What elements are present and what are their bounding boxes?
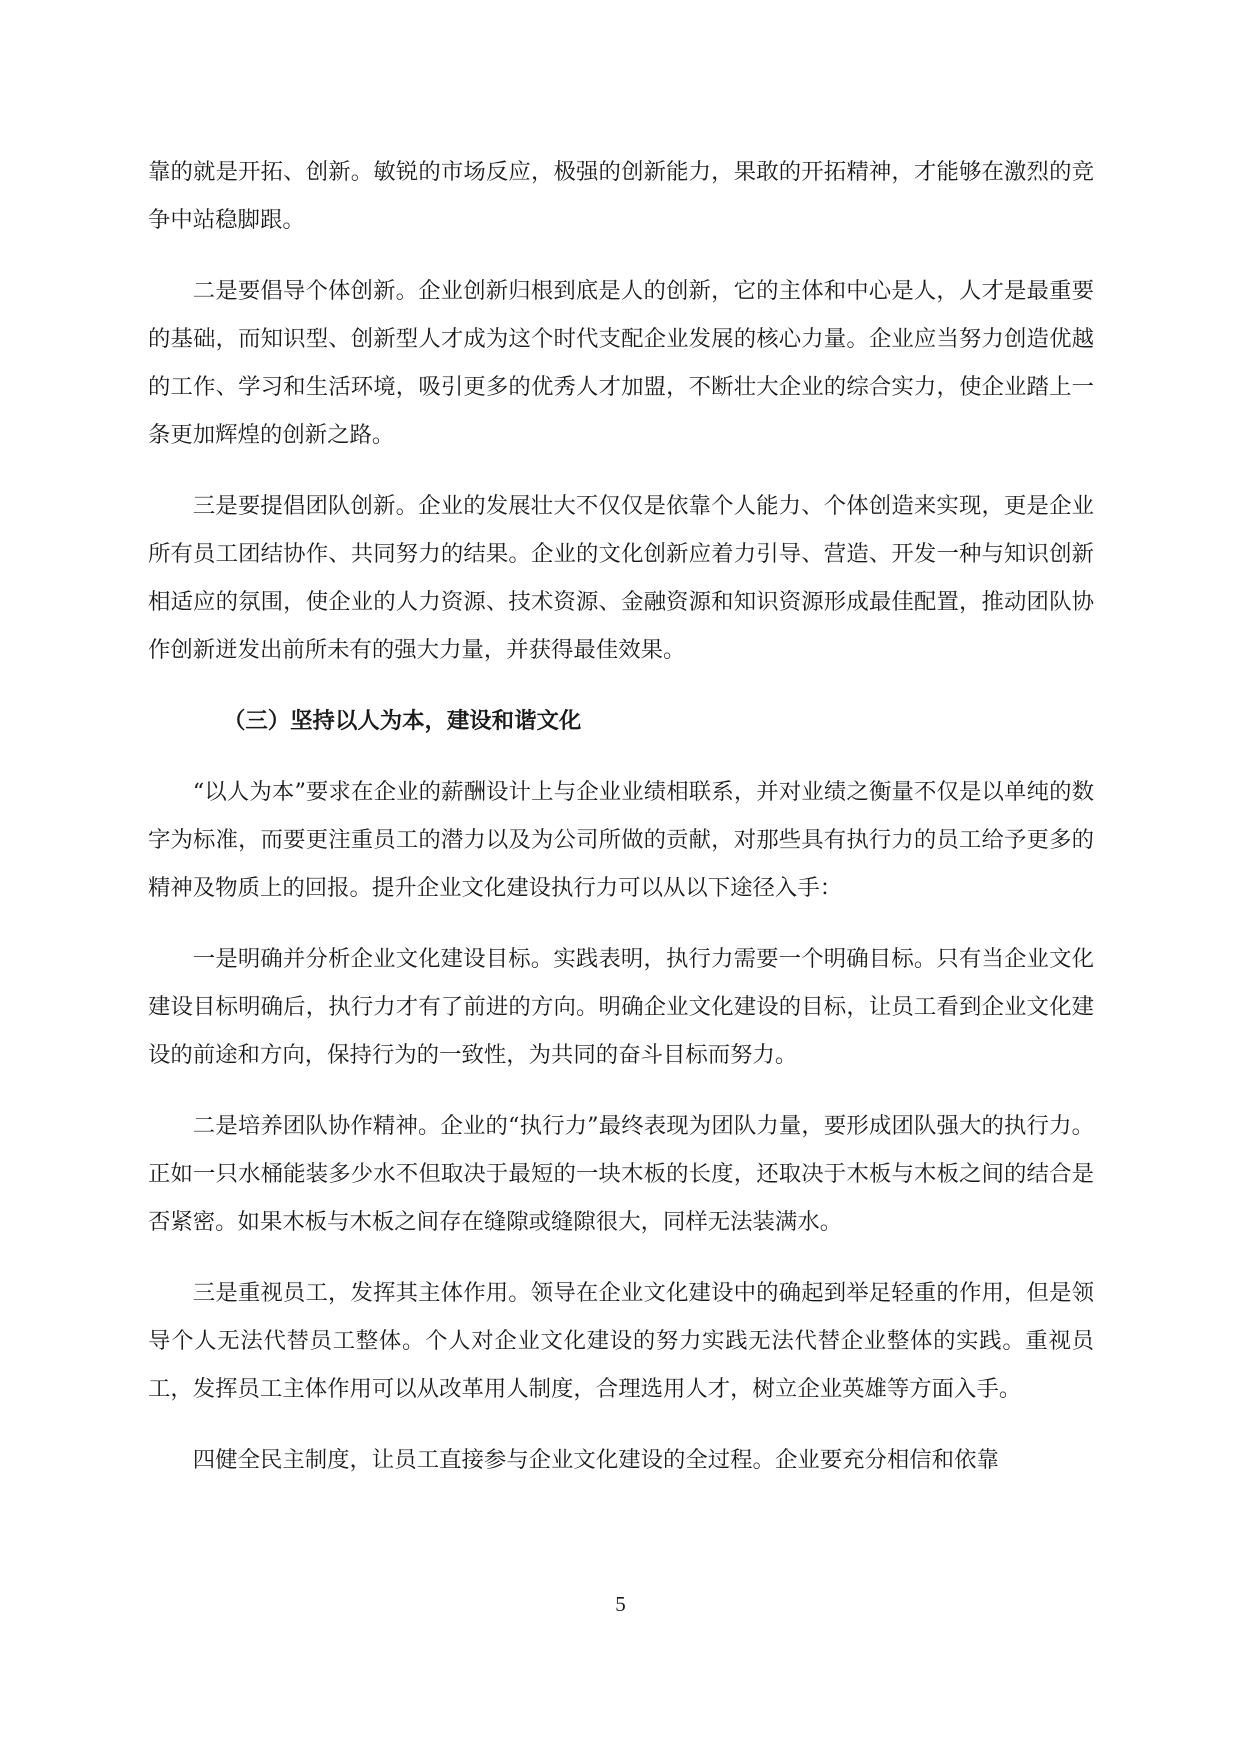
paragraph-individual-innovation: 二是要倡导个体创新。企业创新归根到底是人的创新，它的主体和中心是人，人才是最重要的基础，而知识型、创新型人才成为这个时代支配企业发展的核心力量。企业应当努力创造优越的工作、学习和生活环境，吸引更多的优秀人才加盟，不断壮大企业的综合实力，使企业踏上一条更加辉煌的创新之路。: [148, 278, 1094, 448]
paragraph-team-collaboration: 二是培养团队协作精神。企业的“执行力”最终表现为团队力量，要形成团队强大的执行力。正如一只水桶能装多少水不但取决于最短的一块木板的长度，还取决于木板与木板之间的结合是否紧密。如果木板与木板之间存在缝隙或缝隙很大，同样无法装满水。: [148, 1113, 1094, 1235]
paragraph-team-innovation: 三是要提倡团队创新。企业的发展壮大不仅仅是依靠个人能力、个体创造来实现，更是企业所有员工团结协作、共同努力的结果。企业的文化创新应着力引导、营造、开发一种与知识创新相适应的氛围，使企业的人力资源、技术资源、金融资源和知识资源形成最佳配置，推动团队协作创新迸发出前所未有的强大力量，并获得最佳效果。: [148, 493, 1094, 663]
page-number: 5: [615, 1592, 626, 1616]
document-body: [148, 148, 1094, 1507]
paragraph-value-employees: 三是重视员工，发挥其主体作用。领导在企业文化建设中的确起到举足轻重的作用，但是领导个人无法代替员工整体。个人对企业文化建设的努力实践无法代替企业整体的实践。重视员工，发挥员工主体作用可以从改革用人制度，合理选用人才，树立企业英雄等方面入手。: [148, 1280, 1094, 1402]
paragraph-continued-from-previous-page: 靠的就是开拓、创新。敏锐的市场反应，极强的创新能力，果敢的开拓精神，才能够在激烈的竞争中站稳脚跟。: [148, 159, 1094, 233]
paragraph-people-oriented: “以人为本”要求在企业的薪酬设计上与企业业绩相联系，并对业绩之衡量不仅是以单纯的数字为标准，而要更注重员工的潜力以及为公司所做的贡献，对那些具有执行力的员工给予更多的精神及物质上的回报。提升企业文化建设执行力可以从以下途径入手：: [148, 779, 1094, 901]
paragraph-democratic-system: 四健全民主制度，让员工直接参与企业文化建设的全过程。企业要充分相信和依靠: [192, 1447, 999, 1473]
section-heading: （三）坚持以人为本，建设和谐文化: [223, 708, 582, 734]
paragraph-clarify-goals: 一是明确并分析企业文化建设目标。实践表明，执行力需要一个明确目标。只有当企业文化建设目标明确后，执行力才有了前进的方向。明确企业文化建设的目标，让员工看到企业文化建设的前途和方向，保持行为的一致性，为共同的奋斗目标而努力。: [148, 946, 1094, 1068]
